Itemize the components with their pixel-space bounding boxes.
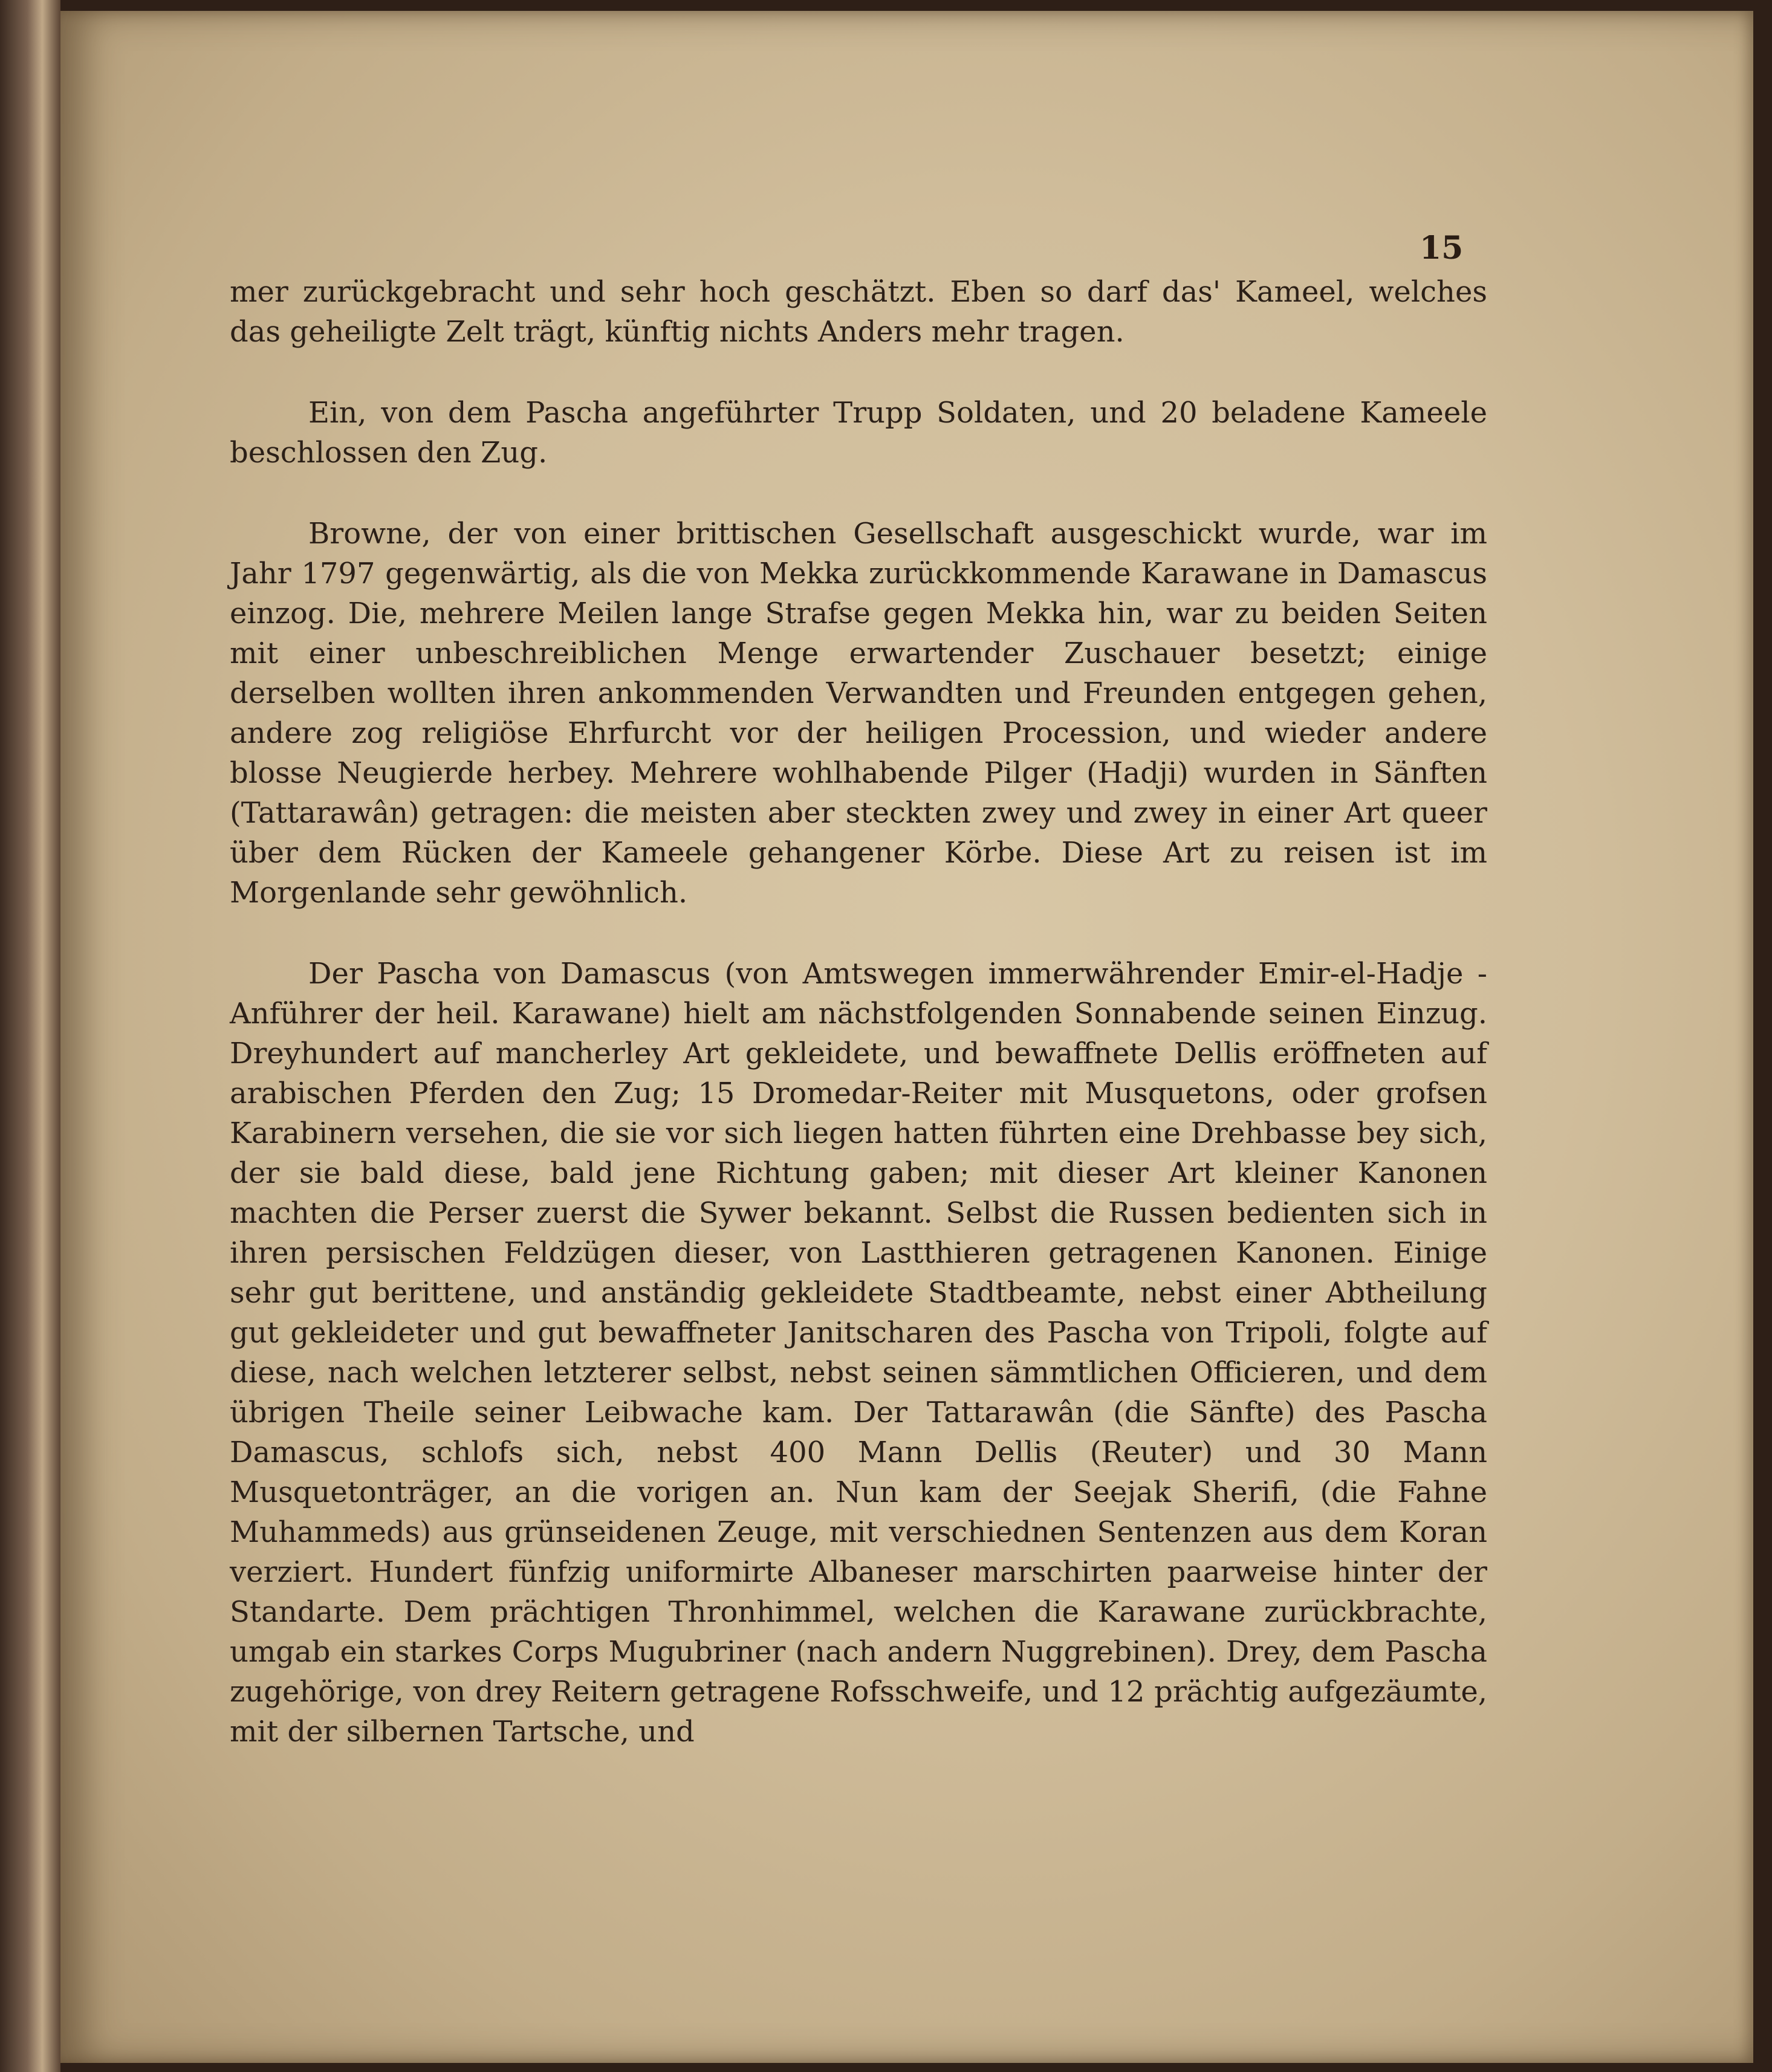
paragraph-gap (230, 352, 1487, 393)
paragraph-1: mer zurückgebracht und sehr hoch geschätzt. Eben so darf das' Kameel, welches das geheiligte Zelt trägt, künftig nichts Anders mehr tragen. (230, 275, 1487, 349)
paragraph-3: Browne, der von einer brittischen Gesellschaft ausgeschickt wurde, war im Jahr 1797 gegenwärtig, als die von Mekka zurückkommende Karawane in Damascus einzog. Die, mehrere Meilen lange Strafse gegen Mekka hin, war zu beiden Seiten mit einer unbeschreiblichen Menge erwartender Zuschauer besetzt; einige derselben wollten ihren ankommenden Verwandten und Freunden entgegen gehen, andere zog religiöse Ehrfurcht vor der heiligen Procession, und wieder andere blosse Neugierde herbey. Mehrere wohlhabende Pilger (Hadji) wurden in Sänften (Tattarawân) getragen: die meisten aber steckten zwey und zwey in einer Art queer über dem Rücken der Kameele gehangener Körbe. Diese Art zu reisen ist im Morgenlande sehr gewöhnlich. (230, 517, 1487, 910)
page-text (230, 272, 1487, 1752)
paragraph-gap (230, 913, 1487, 954)
paragraph-gap (230, 473, 1487, 514)
left-page-edge (0, 0, 60, 2072)
page-number: 15 (1420, 230, 1464, 267)
paragraph-2: Ein, von dem Pascha angeführter Trupp Soldaten, und 20 beladene Kameele beschlossen den Zug. (230, 396, 1487, 470)
paragraph-4: Der Pascha von Damascus (von Amtswegen immerwährender Emir-el-Hadje - Anführer der heil. Karawane) hielt am nächstfolgenden Sonnabende seinen Einzug. Dreyhundert auf mancherley Art gekleidete, und bewaffnete Dellis eröffneten auf arabischen Pferden den Zug; 15 Dromedar-Reiter mit Musquetons, oder grofsen Karabinern versehen, die sie vor sich liegen hatten führten eine Drehbasse bey sich, der sie bald diese, bald jene Richtung gaben; mit dieser Art kleiner Kanonen machten die Perser zuerst die Sywer bekannt. Selbst die Russen bedienten sich in ihren persischen Feldzügen dieser, von Lastthieren getragenen Kanonen. Einige sehr gut berittene, und anständig gekleidete Stadtbeamte, nebst einer Abtheilung gut gekleideter und gut bewaffneter Janitscharen des Pascha von Tripoli, folgte auf diese, nach welchen letzterer selbst, nebst seinen sämmtlichen Officieren, und dem übrigen Theile seiner Leibwache kam. Der Tattarawân (die Sänfte) des Pascha Damascus, schlofs sich, nebst 400 Mann Dellis (Reuter) und 30 Mann Musquetonträger, an die vorigen an. Nun kam der Seejak Sherifi, (die Fahne Muhammeds) aus grünseidenen Zeuge, mit verschiednen Sentenzen aus dem Koran verziert. Hundert fünfzig uniformirte Albaneser marschirten paarweise hinter der Standarte. Dem prächtigen Thronhimmel, welchen die Karawane zurückbrachte, umgab ein starkes Corps Mugubriner (nach andern Nuggrebinen). Drey, dem Pascha zugehörige, von drey Reitern getragene Rofsschweife, und 12 prächtig aufgezäumte, mit der silbernen Tartsche, und (230, 957, 1487, 1749)
